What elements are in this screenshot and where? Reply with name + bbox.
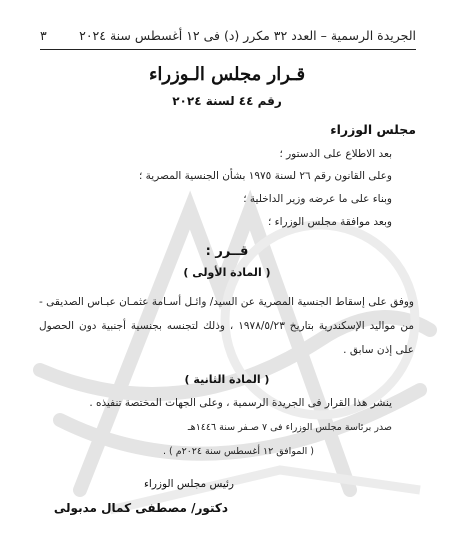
decree-title: قـرار مجلس الـوزراء: [148, 64, 306, 85]
preamble-line: وبناء على ما عرضه وزير الداخلية ؛: [243, 193, 392, 205]
preamble-line: وعلى القانون رقم ٢٦ لسنة ١٩٧٥ بشأن الجنسية المصرية ؛: [139, 170, 392, 182]
page-number: ٣: [40, 28, 47, 43]
article-2-text: ينشر هذا القرار فى الجريدة الرسمية ، وعلى الجهات المختصة تنفيذه .: [89, 397, 392, 409]
issued-line: صدر برئاسة مجلس الوزراء فى ٧ صـفر سنة ١٤٤٦هـ: [187, 422, 392, 433]
article-1-heading: ( المادة الأولى ): [183, 266, 271, 279]
decision-heading: قــرر :: [205, 244, 249, 259]
article-1-text: ووفق على إسقاط الجنسية المصرية عن السيد/ وائـل أسـامة عثمـان عبـاس الصديقى - من مواليد الإسكندرية بتاريخ ١٩٧٨/٥/٢٣ ، وذلك لتجنسه بجنسية أجنبية دون الحصول على إذن سابق .: [39, 296, 414, 356]
article-2-heading: ( المادة الثانية ): [184, 373, 270, 386]
decree-number: رقم ٤٤ لسنة ٢٠٢٤: [172, 94, 282, 108]
signatory-title: رئيس مجلس الوزراء: [143, 478, 234, 490]
issued-date-line: ( الموافق ١٢ أغسطس سنة ٢٠٢٤م ) .: [162, 446, 314, 457]
issuer-heading: مجلس الوزراء: [330, 122, 416, 137]
gazette-issue-line: الجريدة الرسمية – العدد ٣٢ مكرر (د) فى ١٢ أغسطس سنة ٢٠٢٤: [79, 28, 416, 43]
signatory-name: دكتور/ مصطفى كمال مدبولى: [53, 501, 228, 515]
preamble-line: بعد الاطلاع على الدستور ؛: [279, 148, 392, 160]
header-divider: [40, 49, 416, 50]
gazette-header: [40, 28, 416, 48]
preamble-line: وبعد موافقة مجلس الوزراء ؛: [268, 216, 392, 228]
